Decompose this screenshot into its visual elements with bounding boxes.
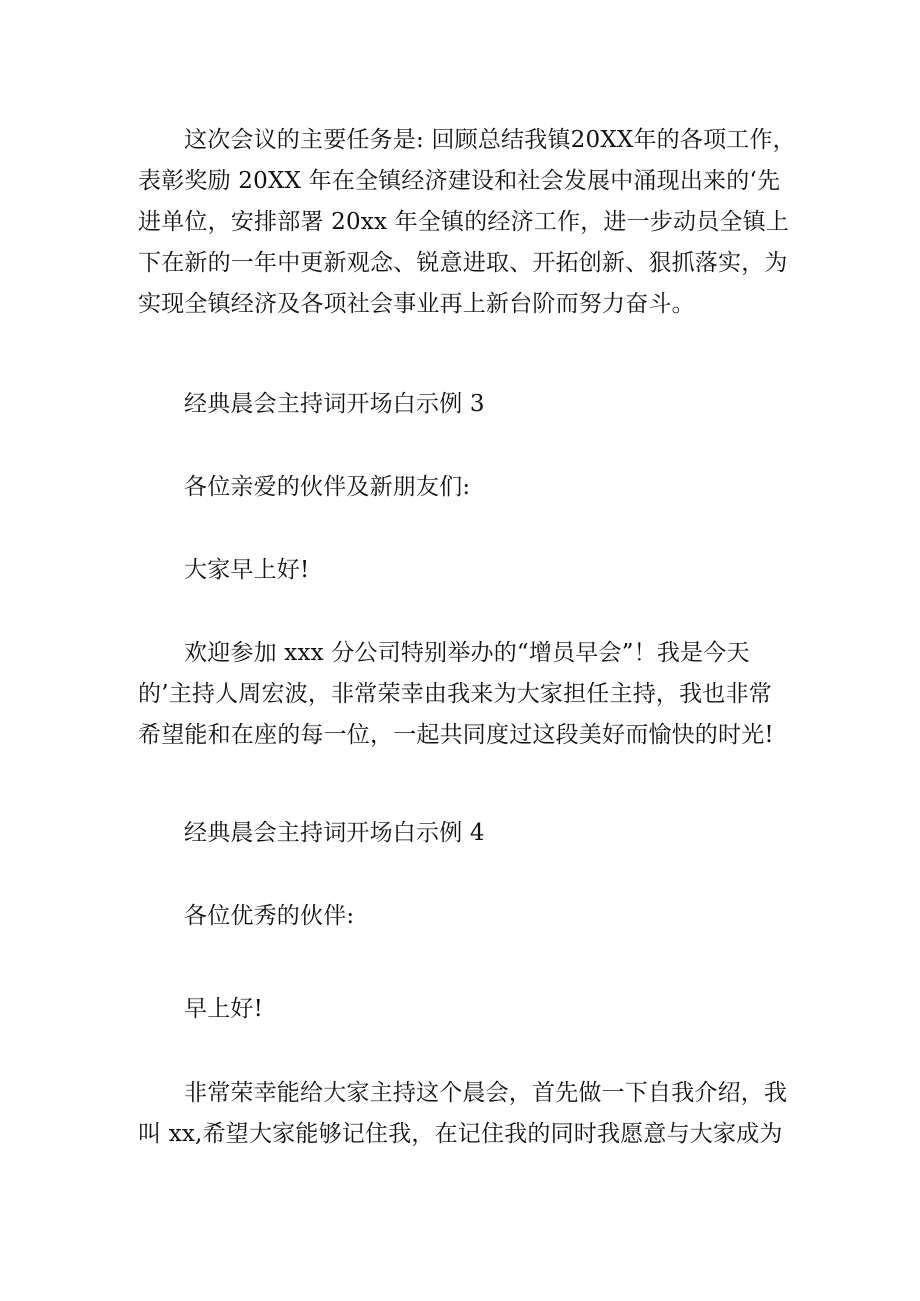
greeting-example-4: 各位优秀的伙伴: xyxy=(184,903,355,929)
morning-4-container xyxy=(138,989,798,1030)
heading-example-4-container xyxy=(138,813,798,854)
paragraph-line: 的’主持人周宏波，非常荣幸由我来为大家担任主持，我也非常 xyxy=(138,681,772,707)
paragraph-meeting-tasks xyxy=(138,120,798,325)
heading-example-3: 经典晨会主持词开场白示例 3 xyxy=(184,391,485,417)
paragraph-line: 实现全镇经济及各项社会事业再上新台阶而努力奋斗。 xyxy=(138,291,695,317)
heading-example-3-container xyxy=(138,384,798,425)
paragraph-self-intro xyxy=(138,1073,798,1155)
paragraph-line: 欢迎参加 xxx 分公司特别举办的“增员早会”！我是今天 xyxy=(184,640,750,666)
paragraph-line: 非常荣幸能给大家主持这个晨会，首先做一下自我介绍，我 xyxy=(184,1080,788,1106)
morning-3-container xyxy=(138,550,798,591)
paragraph-line: 表彰奖励 20XX 年在全镇经济建设和社会发展中涌现出来的‘先 xyxy=(138,168,781,194)
morning-greeting-3: 大家早上好! xyxy=(184,557,310,583)
paragraph-line: 这次会议的主要任务是: 回顾总结我镇20XX年的各项工作， xyxy=(184,127,796,153)
greeting-example-3: 各位亲爱的伙伴及新朋友们: xyxy=(184,474,471,500)
heading-example-4: 经典晨会主持词开场白示例 4 xyxy=(184,820,485,846)
morning-greeting-4: 早上好! xyxy=(184,996,264,1022)
paragraph-line: 进单位，安排部署 20xx 年全镇的经济工作，进一步动员全镇上 xyxy=(138,209,790,235)
greeting-3-container xyxy=(138,467,798,508)
paragraph-line: 叫 xx,希望大家能够记住我，在记住我的同时我愿意与大家成为 xyxy=(138,1121,783,1147)
greeting-4-container xyxy=(138,896,798,937)
paragraph-welcome xyxy=(138,633,798,756)
paragraph-line: 希望能和在座的每一位，一起共同度过这段美好而愉快的时光! xyxy=(138,722,774,748)
paragraph-line: 下在新的一年中更新观念、锐意进取、开拓创新、狠抓落实，为 xyxy=(138,250,788,276)
